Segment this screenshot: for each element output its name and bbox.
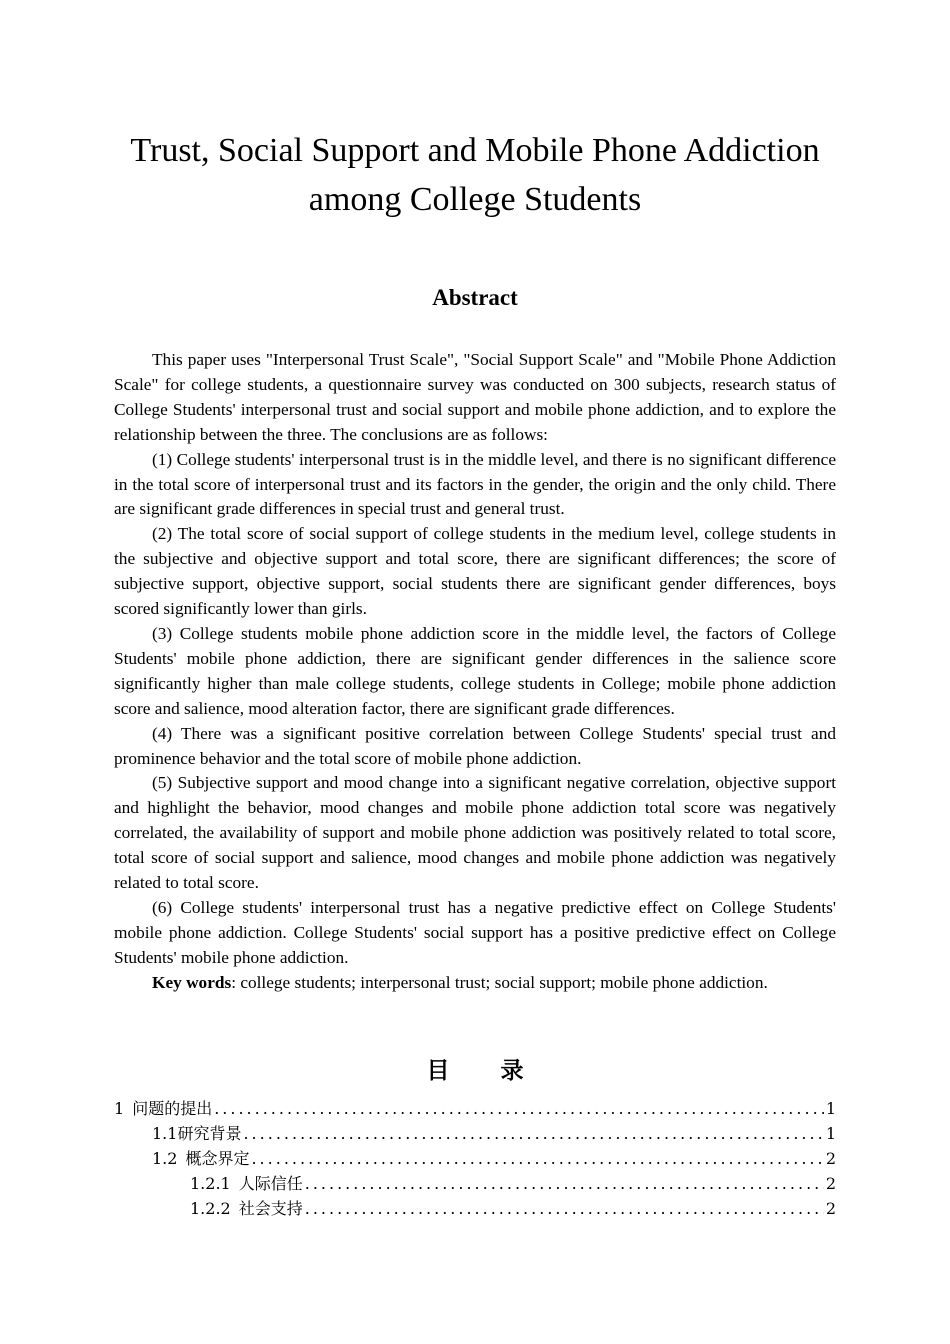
keywords-text: : college students; interpersonal trust; social support; mobile phone addiction. (231, 972, 768, 992)
abstract-body (114, 348, 836, 996)
keywords (114, 971, 836, 996)
toc-dot-leader (305, 1196, 824, 1221)
toc-entry-title: 社会支持 (238, 1199, 303, 1218)
toc-dot-leader (305, 1171, 824, 1196)
toc-entry-page: 2 (825, 1174, 836, 1193)
table-of-contents (114, 1096, 836, 1221)
toc-entry[interactable] (114, 1121, 836, 1146)
toc-entry-title: 概念界定 (185, 1149, 250, 1168)
toc-heading-char-1: 目 (426, 1058, 450, 1084)
toc-entry-title: 问题的提出 (132, 1099, 213, 1118)
abstract-paragraph-2: (2) The total score of social support of college students in the medium level, college students in the subjective and objective support and total score, there are significant differences; the score of subjective support, objective support, social students there are significant gender differences, boys scored significantly lower than girls. (114, 524, 836, 619)
toc-entry-number: 1 (114, 1099, 125, 1118)
abstract-paragraph-1: (1) College students' interpersonal trust is in the middle level, and there is no significant difference in the total score of interpersonal trust and its factors in the gender, the origin and the only child. There are significant grade differences in special trust and general trust. (114, 449, 836, 519)
toc-heading-char-2: 录 (500, 1058, 524, 1084)
toc-dot-leader (214, 1096, 824, 1121)
toc-heading (0, 1055, 950, 1087)
toc-entry-number: 1.2.2 (190, 1199, 231, 1218)
toc-dot-leader (243, 1121, 823, 1146)
toc-entry-number: 1.2 (152, 1149, 178, 1168)
toc-entry-title: 人际信任 (238, 1174, 303, 1193)
toc-entry-page: 1 (825, 1124, 836, 1143)
toc-entry[interactable] (114, 1096, 836, 1121)
abstract-paragraph-4: (4) There was a significant positive correlation between College Students' special trust and prominence behavior and the total score of mobile phone addiction. (114, 723, 836, 768)
title-line-2: among College Students (308, 181, 642, 218)
toc-dot-leader (251, 1146, 823, 1171)
abstract-paragraph-5: (5) Subjective support and mood change into a significant negative correlation, objective support and highlight the behavior, mood changes and mobile phone addiction total score was negatively correlated, the availability of support and mobile phone addiction was positively related to total score, total score of social support and salience, mood changes and mobile phone addiction was negatively related to total score. (114, 773, 836, 893)
title-line-1: Trust, Social Support and Mobile Phone Addiction (130, 132, 820, 169)
abstract-paragraph-intro: This paper uses "Interpersonal Trust Scale", "Social Support Scale" and "Mobile Phone Addiction Scale" for college students, a questionnaire survey was conducted on 300 subjects, research status of College Students' interpersonal trust and social support and mobile phone addiction, and to explore the relationship between the three. The conclusions are as follows: (114, 350, 836, 444)
keywords-label: Key words (152, 972, 232, 992)
toc-entry[interactable] (114, 1146, 836, 1171)
abstract-paragraph-6: (6) College students' interpersonal trust has a negative predictive effect on College Students' mobile phone addiction. College Students' social support has a positive predictive effect on College Students' mobile phone addiction. (114, 897, 836, 967)
toc-entry[interactable] (114, 1196, 836, 1221)
toc-entry[interactable] (114, 1171, 836, 1196)
abstract-heading: Abstract (432, 285, 518, 310)
toc-entry-page: 2 (825, 1149, 836, 1168)
toc-entry-page: 1 (825, 1099, 836, 1118)
toc-entry-number: 1.1 (152, 1124, 178, 1143)
toc-entry-title: 研究背景 (177, 1124, 242, 1143)
toc-entry-page: 2 (825, 1199, 836, 1218)
paper-title (60, 126, 890, 224)
toc-entry-number: 1.2.1 (190, 1174, 231, 1193)
abstract-paragraph-3: (3) College students mobile phone addiction score in the middle level, the factors of College Students' mobile phone addiction, there are significant gender differences in the salience score significantly higher than male college students, college students in College; mobile phone addiction score and salience, mood alteration factor, there are significant grade differences. (114, 623, 836, 718)
